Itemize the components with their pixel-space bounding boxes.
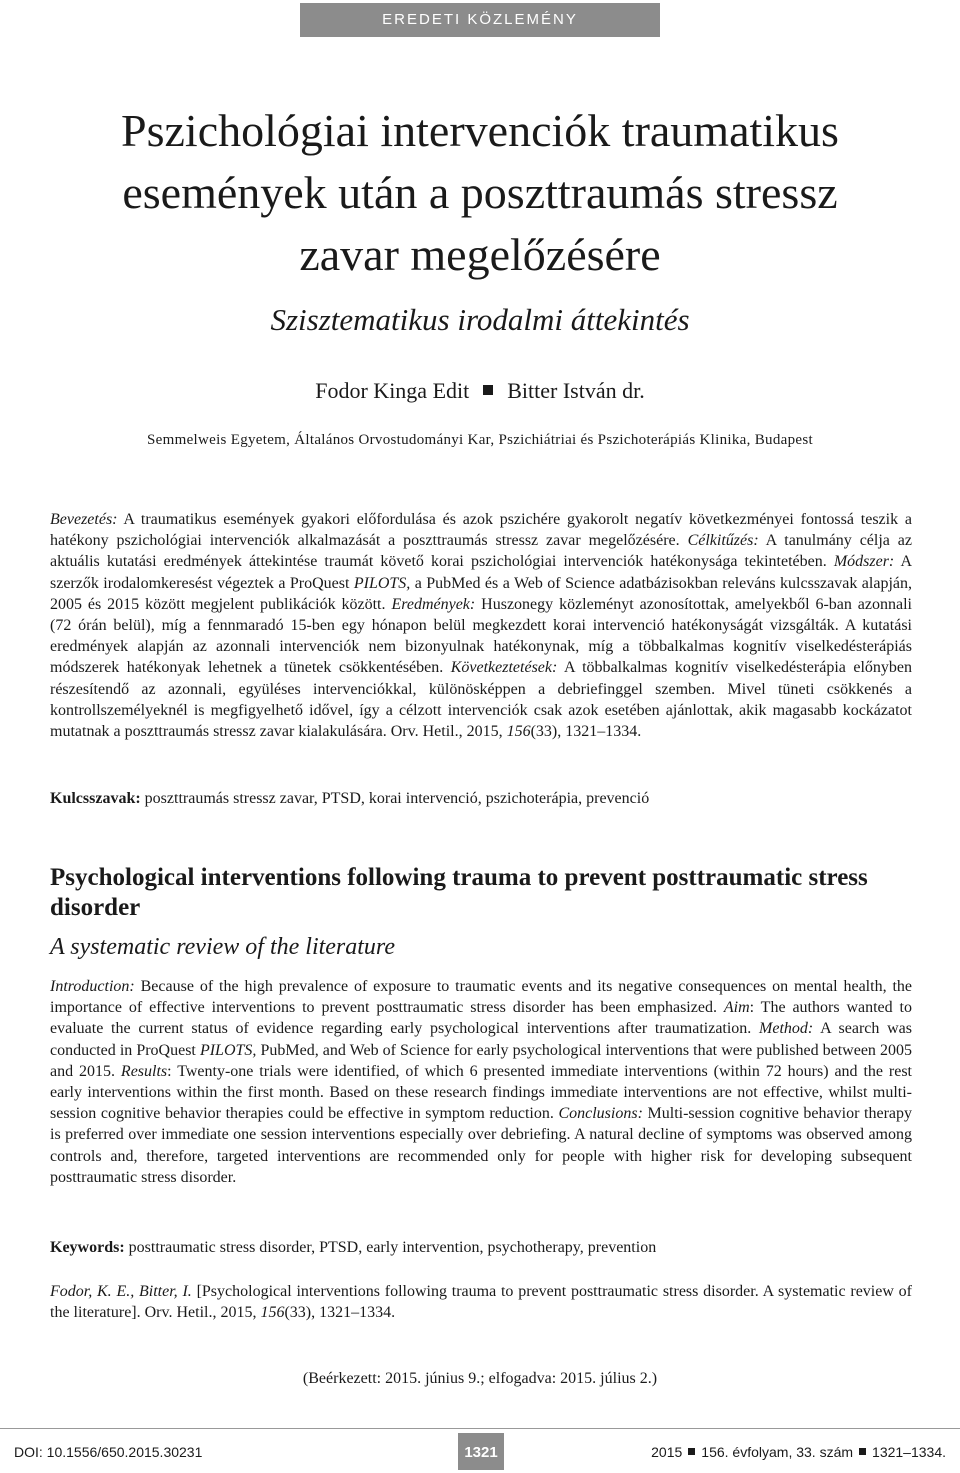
abstract-text: A traumatikus események gyakori előfordulása és azok pszichére gyakorolt negatív következményei fontossá teszik a hatékony pszichológiai intervenciók alkalmazását a poszttraumás stressz zavar megelőzésére. xyxy=(50,511,912,550)
title-line: események után a poszttraumás stressz xyxy=(122,167,838,218)
abstract-label: Eredmények: xyxy=(391,595,476,613)
issue-year: 2015 xyxy=(651,1444,683,1460)
received-dates: (Beérkezett: 2015. június 9.; elfogadva: 2015. július 2.) xyxy=(302,1370,658,1387)
abstract-label: Bevezetés: xyxy=(50,511,118,528)
citation-authors: Fodor, K. E., Bitter, I. xyxy=(50,1283,192,1300)
issue-info xyxy=(651,1444,946,1460)
abstract-label: Introduction: xyxy=(50,978,135,995)
article-subtitle: Szisztematikus irodalmi áttekintés xyxy=(270,302,690,337)
citation-end: (33), 1321–1334. xyxy=(530,723,642,741)
abstract-text: : The authors wanted to evaluate the current status of evidence regarding early psychological interventions after traumatization. xyxy=(50,999,913,1038)
english-title: Psychological interventions following trauma to prevent posttraumatic stress disorder xyxy=(50,864,868,921)
title-line: Pszichológiai intervenciók traumatikus xyxy=(121,105,839,156)
citation-end: (33), 1321–1334. xyxy=(284,1304,396,1322)
separator-square-icon xyxy=(688,1448,695,1455)
volume-number: 156 xyxy=(260,1304,285,1322)
abstract-label: Módszer: xyxy=(833,553,895,571)
abstract-english xyxy=(50,976,912,1188)
abstract-text: A search was conducted in ProQuest xyxy=(50,1020,913,1059)
abstract-label: Aim xyxy=(723,999,750,1017)
author-name: Bitter István dr. xyxy=(507,378,645,403)
abstract-text: A tanulmány célja az aktuális kutatási eredmények áttekintése traumát követő korai pszichológiai intervenciók hatékonysága tekintetében. xyxy=(50,532,912,571)
title-line: zavar megelőzésére xyxy=(299,229,661,280)
keywords-text: poszttraumás stressz zavar, PTSD, korai intervenció, pszichoterápia, prevenció xyxy=(140,790,650,807)
citation xyxy=(50,1281,912,1323)
abstract-text: PubMed, and Web of Science for early psychological interventions that were published between 2005 and 2015. xyxy=(50,1041,912,1080)
separator-square-icon xyxy=(859,1448,866,1455)
database-name: PILOTS, xyxy=(353,574,411,592)
abstract-label: Célkitűzés: xyxy=(687,532,759,550)
abstract-text: Multi-session cognitive behavior therapy is preferred over immediate one session interventions especially over debriefing. A natural decline of symptoms was observed among controls and, therefore, targeted interventions are recommended only for people with higher risk for developing subsequent posttraumatic stress disorder. xyxy=(50,1105,913,1186)
separator-square-icon xyxy=(483,385,493,395)
abstract-label: Results xyxy=(120,1062,168,1080)
abstract-label: Conclusions: xyxy=(558,1105,643,1123)
database-name: PILOTS, xyxy=(199,1041,257,1059)
page-number: 1321 xyxy=(458,1433,504,1470)
author-name: Fodor Kinga Edit xyxy=(315,378,470,403)
doi: DOI: 10.1556/650.2015.30231 xyxy=(14,1444,203,1460)
english-subtitle: A systematic review of the literature xyxy=(50,934,396,960)
affiliation: Semmelweis Egyetem, Általános Orvostudományi Kar, Pszichiátriai és Pszichoterápiás Klinika, Budapest xyxy=(147,432,813,448)
keywords-english xyxy=(50,1239,912,1257)
authors xyxy=(40,378,920,404)
issue-volume: 156. évfolyam, 33. szám xyxy=(701,1444,854,1460)
section-label: EREDETI KÖZLEMÉNY xyxy=(300,3,660,37)
abstract-label: Method: xyxy=(759,1020,814,1038)
keywords-text: posttraumatic stress disorder, PTSD, early intervention, psychotherapy, prevention xyxy=(124,1239,657,1256)
abstract-text: A szerzők irodalomkeresést végeztek a ProQuest xyxy=(50,553,912,592)
abstract-text: Because of the high prevalence of exposure to traumatic events and its negative consequences on mental health, the importance of effective interventions to prevent posttraumatic stress disorder has been emphasized. xyxy=(50,978,912,1017)
abstract-text: : Twenty-one trials were identified, of which 6 presented immediate interventions (within 72 hours) and the rest early interventions within the first month. Based on these research findings immediate interventions are not effective, whilst multi-session cognitive behavior therapies could be effective in symptom reduction. xyxy=(50,1062,913,1123)
footer-divider xyxy=(0,1428,960,1429)
keywords-hungarian xyxy=(50,790,912,808)
abstract-text: Huszonegy közleményt azonosítottak, amelyekből 6-ban azonnali (72 órán belül), míg a fennmaradó 15-ben egy hónapon belül megkezdett korai intervenció hatékonyságát vizsgálták. A kutatási eredmények alapján az azonnali intervenciók nem bizonyulnak hatékonynak, míg a többalkalmas kognitív viselkedésterápiás módszerek hatékonyak lehetnek a tünetek csökkentésében. xyxy=(50,595,913,677)
citation-text: [Psychological interventions following trauma to prevent posttraumatic stress disorder. A systematic review of the literature]. Orv. Hetil., 2015, xyxy=(50,1283,912,1322)
abstract-text: A többalkalmas kognitív viselkedésterápia előnyben részesítendő az azonnali, együléses intervenciókkal, különösképpen a debriefinggel szemben. Mivel tüneti csökkenés a kontrollszemélyeknél is megfigyelhető idővel, így a célzott intervenciók csak azok esetében ajánlottak, akik magasabb kockázatot mutatnak a poszttraumás stressz zavar kialakulására. Orv. Hetil., 2015, xyxy=(50,659,912,741)
abstract-text: a PubMed és a Web of Science adatbázisokban releváns kulcsszavak alapján, 2005 és 2015 között megjelent publikációk között. xyxy=(50,574,912,613)
abstract-label: Következtetések: xyxy=(450,659,558,677)
article-title xyxy=(40,100,920,286)
abstract-hungarian xyxy=(50,509,912,742)
keywords-label: Kulcsszavak: xyxy=(50,790,141,807)
volume-number: 156 xyxy=(506,723,531,741)
issue-pages: 1321–1334. xyxy=(872,1444,946,1460)
keywords-label: Keywords: xyxy=(50,1239,125,1256)
